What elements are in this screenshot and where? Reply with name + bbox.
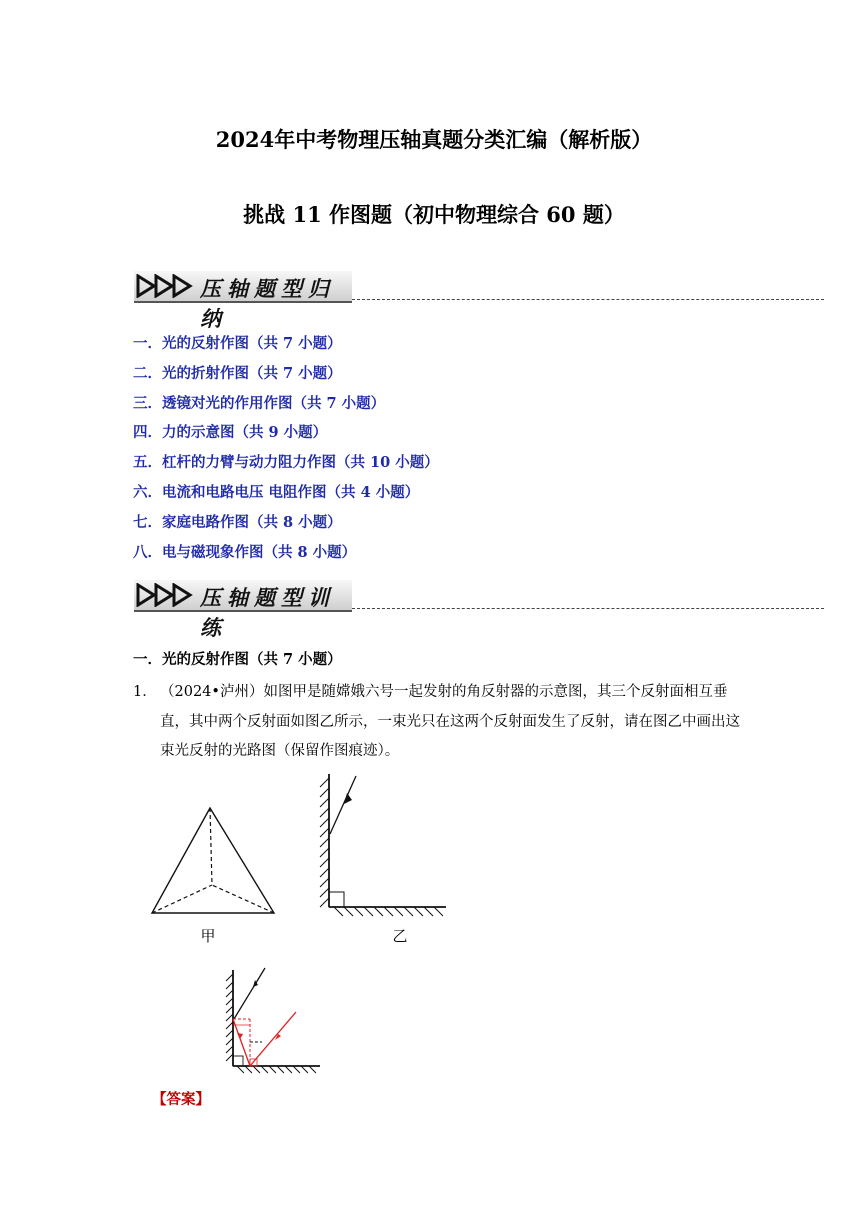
training-banner-text: 压轴题型训练 bbox=[200, 585, 335, 640]
training-banner bbox=[134, 580, 824, 640]
answer-label: 【答案】 bbox=[152, 1091, 210, 1108]
banner-divider bbox=[352, 299, 824, 300]
topic-list bbox=[133, 334, 439, 572]
topic-item: 五．杠杆的力臂与动力阻力作图（共 10 小题） bbox=[133, 454, 439, 472]
topic-item: 四．力的示意图（共 9 小题） bbox=[133, 424, 328, 442]
figure-yi bbox=[312, 770, 452, 945]
answer-figure bbox=[220, 962, 330, 1082]
figure-yi-label: 乙 bbox=[392, 927, 408, 945]
document-title: 2024年中考物理压轴真题分类汇编（解析版） bbox=[215, 127, 653, 152]
topic-item: 八．电与磁现象作图（共 8 小题） bbox=[133, 543, 357, 561]
figure-jia bbox=[148, 775, 288, 945]
question-number: 1． bbox=[133, 684, 157, 700]
document-subtitle: 挑战 11 作图题（初中物理综合 60 题） bbox=[243, 202, 625, 227]
topic-item: 六．电流和电路电压 电阻作图（共 4 小题） bbox=[133, 483, 420, 501]
topic-item: 二．光的折射作图（共 7 小题） bbox=[133, 364, 342, 382]
topic-item: 七．家庭电路作图（共 8 小题） bbox=[133, 513, 342, 531]
section-heading: 一．光的反射作图（共 7 小题） bbox=[133, 651, 342, 668]
question-text: （2024•泸州）如图甲是随嫦娥六号一起发射的角反射器的示意图，其三个反射面相互垂直，其中两个反射面如图乙所示，一束光只在这两个反射面发生了反射，请在图乙中画出这束光反射的光路图（保留作图痕迹）。 bbox=[160, 684, 740, 759]
triple-arrow-icon bbox=[136, 583, 196, 607]
summary-banner bbox=[134, 271, 824, 331]
figure-jia-label: 甲 bbox=[200, 927, 216, 945]
topic-item: 三．透镜对光的作用作图（共 7 小题） bbox=[133, 394, 386, 412]
summary-banner-text: 压轴题型归纳 bbox=[200, 276, 335, 331]
triple-arrow-icon bbox=[136, 274, 196, 298]
topic-item: 一．光的反射作图（共 7 小题） bbox=[133, 335, 342, 352]
banner-divider bbox=[352, 608, 824, 609]
question-1 bbox=[133, 678, 753, 767]
